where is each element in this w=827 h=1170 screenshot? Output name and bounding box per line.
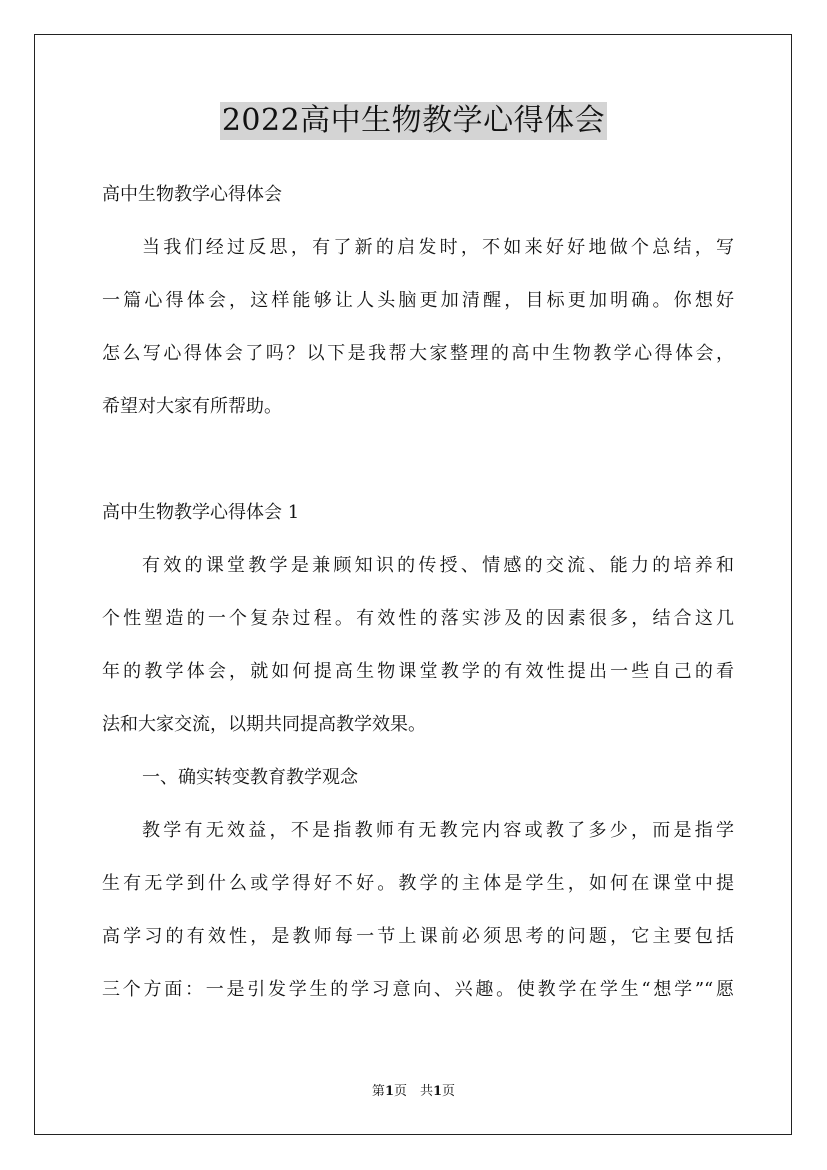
paragraph-line: 希望对大家有所帮助。 xyxy=(102,396,282,417)
blank-line xyxy=(102,433,734,486)
footer-page-prefix: 第 xyxy=(371,1084,385,1099)
footer-page-suffix: 页 xyxy=(442,1084,456,1099)
paragraph-line: 三个方面：一是引发学生的学习意向、兴趣。使教学在学生“想学”“愿 xyxy=(102,979,734,1000)
paragraph-line: 教学有无效益，不是指教师有无教完内容或教了多少，而是指学 xyxy=(142,820,734,841)
paragraph-line: 怎么写心得体会了吗？以下是我帮大家整理的高中生物教学心得体会， xyxy=(102,343,734,364)
paragraph-line: 一篇心得体会，这样能够让人头脑更加清醒，目标更加明确。你想好 xyxy=(102,290,734,311)
subheading: 一、确实转变教育教学观念 xyxy=(142,767,358,788)
paragraph-line: 当我们经过反思，有了新的启发时，不如来好好地做个总结，写 xyxy=(142,237,734,258)
footer-page-total: 1 xyxy=(433,1084,443,1099)
document-body xyxy=(102,168,734,1016)
paragraph-line: 高学习的有效性，是教师每一节上课前必须思考的问题，它主要包括 xyxy=(102,926,734,947)
section-heading: 高中生物教学心得体会 1 xyxy=(102,502,300,523)
document-title: 2022高中生物教学心得体会 xyxy=(221,103,606,138)
paragraph-line: 年的教学体会，就如何提高生物课堂教学的有效性提出一些自己的看 xyxy=(102,661,734,682)
intro-heading: 高中生物教学心得体会 xyxy=(102,184,282,205)
paragraph-line: 有效的课堂教学是兼顾知识的传授、情感的交流、能力的培养和 xyxy=(142,555,734,576)
paragraph-line: 法和大家交流，以期共同提高教学效果。 xyxy=(102,714,426,735)
page-footer xyxy=(0,1083,827,1101)
footer-page-mid: 页 共 xyxy=(393,1084,433,1099)
paragraph-line: 个性塑造的一个复杂过程。有效性的落实涉及的因素很多，结合这几 xyxy=(102,608,734,629)
footer-page-current: 1 xyxy=(384,1084,394,1099)
paragraph-line: 生有无学到什么或学得好不好。教学的主体是学生，如何在课堂中提 xyxy=(102,873,734,894)
title-container xyxy=(0,102,827,140)
